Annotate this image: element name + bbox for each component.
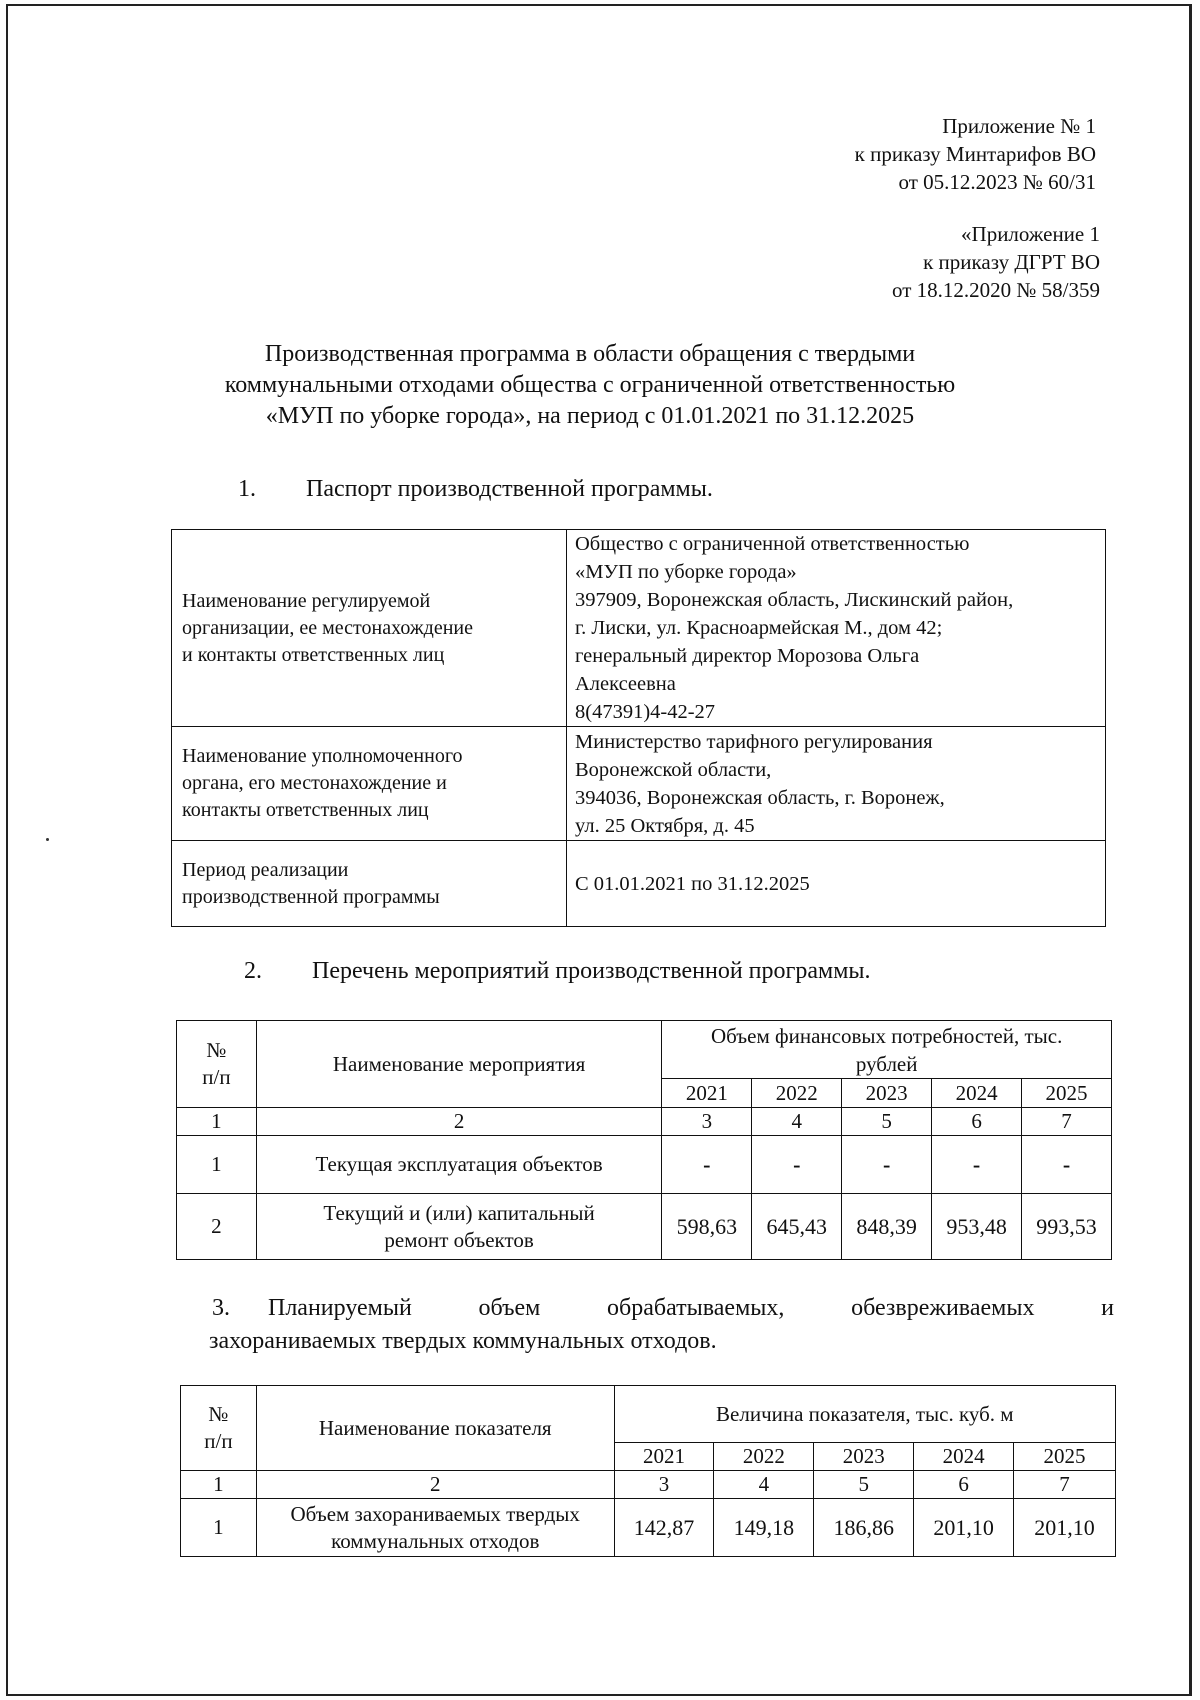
year-header: 2022 [714,1443,814,1471]
col-group-header [662,1021,1112,1079]
col-index: 4 [752,1108,842,1136]
col-index: 2 [256,1471,614,1499]
value-cell: 953,48 [932,1194,1022,1260]
value-cell: 848,39 [842,1194,932,1260]
col-number-header [181,1386,257,1471]
year-header: 2023 [814,1443,914,1471]
table-row [177,1194,1112,1260]
value-line: ул. 25 Октября, д. 45 [575,814,755,837]
passport-row [172,727,1106,841]
value-line: «МУП по уборке города» [575,561,797,583]
appendix-line: «Приложение 1 [961,222,1100,246]
col-index: 5 [842,1108,932,1136]
col-number-header [177,1021,257,1108]
section-1-heading [238,474,713,504]
value-cell: 201,10 [914,1499,1014,1557]
passport-table [171,529,1106,927]
section-number: 3. [212,1295,230,1321]
measure-name [256,1194,662,1260]
label-line: органа, его местонахождение и [182,772,447,794]
value-cell: - [932,1136,1022,1194]
heading-word: и [1101,1295,1114,1321]
value-line: С 01.01.2021 по 31.12.2025 [575,872,810,895]
passport-row [172,841,1106,927]
section-title: Перечень мероприятий производственной программы. [312,958,871,984]
appendix-line: к приказу Минтарифов ВО [854,142,1096,166]
value-cell: 993,53 [1022,1194,1112,1260]
year-header: 2022 [752,1079,842,1108]
appendix-line: от 05.12.2023 № 60/31 [898,170,1096,194]
value-line: Алексеевна [575,673,676,695]
value-cell: 201,10 [1014,1499,1116,1557]
value-line: Воронежской области, [575,758,772,781]
value-cell: 186,86 [814,1499,914,1557]
value-line: 397909, Воронежская область, Лискинский район, [575,589,1014,611]
name-line: коммунальных отходов [331,1528,540,1553]
col-name-header: Наименование мероприятия [256,1021,662,1108]
header-line: № [208,1402,229,1426]
passport-row [172,530,1106,727]
col-index: 2 [256,1108,662,1136]
passport-value [567,727,1106,841]
section-2-heading [244,956,871,986]
measure-name: Текущая эксплуатация объектов [256,1136,662,1194]
col-index: 4 [714,1471,814,1499]
name-line: Текущий и (или) капитальный [323,1200,595,1225]
year-header: 2024 [914,1443,1014,1471]
row-number: 2 [177,1194,257,1260]
value-cell: 598,63 [662,1194,752,1260]
heading-word: Планируемый [268,1295,412,1321]
heading-word: объем [478,1295,541,1321]
label-line: Период реализации [182,858,349,881]
appendix-line: к приказу ДГРТ ВО [923,250,1100,274]
passport-label [172,530,567,727]
table-row [177,1136,1112,1194]
header-line: Объем финансовых потребностей, тыс. [710,1023,1063,1048]
volume-table [180,1385,1116,1557]
year-header: 2021 [614,1443,714,1471]
indicator-name [256,1499,614,1557]
passport-value [567,530,1106,727]
header-line: п/п [202,1065,231,1089]
scan-speck [46,838,49,841]
value-cell: - [752,1136,842,1194]
label-line: и контакты ответственных лиц [182,643,445,666]
header-line: п/п [204,1429,233,1453]
section-number: 1. [238,476,256,502]
name-line: Объем захораниваемых твердых [290,1501,580,1526]
title-line: Производственная программа в области обращения с твердыми [264,341,916,367]
col-name-header: Наименование показателя [256,1386,614,1471]
header-row [177,1021,1112,1079]
section-3-heading [209,1292,1114,1358]
section-title: Паспорт производственной программы. [306,476,713,502]
row-number: 1 [181,1499,257,1557]
label-line: Наименование уполномоченного [182,745,463,767]
appendix-original [892,220,1100,304]
col-index: 6 [914,1471,1014,1499]
header-line: № [206,1038,227,1062]
appendix-line: от 18.12.2020 № 58/359 [891,278,1100,302]
col-index: 1 [177,1108,257,1136]
year-header: 2025 [1014,1443,1116,1471]
col-index: 6 [932,1108,1022,1136]
heading-line: захораниваемых твердых коммунальных отходов. [209,1328,717,1354]
value-cell: - [1022,1136,1112,1194]
value-cell: 149,18 [714,1499,814,1557]
col-group-header: Величина показателя, тыс. куб. м [614,1386,1115,1443]
value-cell: 142,87 [614,1499,714,1557]
measures-table [176,1020,1112,1260]
value-line: г. Лиски, ул. Красноармейская М., дом 42; [575,617,943,639]
col-index: 7 [1014,1471,1116,1499]
passport-label [172,841,567,927]
label-line: контакты ответственных лиц [182,799,429,821]
value-line: 394036, Воронежская область, г. Воронеж, [575,786,945,809]
header-line: рублей [855,1051,918,1076]
passport-label [172,727,567,841]
heading-word: обрабатываемых, [607,1295,785,1321]
value-line: генеральный директор Морозова Ольга [575,645,920,667]
label-line: организации, ее местонахождение [182,616,473,639]
index-row [177,1108,1112,1136]
year-header: 2021 [662,1079,752,1108]
name-line: ремонт объектов [384,1227,534,1252]
value-line: Министерство тарифного регулирования [575,730,933,753]
value-cell: - [842,1136,932,1194]
section-number: 2. [244,958,262,984]
col-index: 3 [614,1471,714,1499]
year-header: 2025 [1022,1079,1112,1108]
index-row [181,1471,1116,1499]
heading-line [212,1292,1114,1325]
title-line: коммунальными отходами общества с ограниченной ответственностью [224,372,956,398]
row-number: 1 [177,1136,257,1194]
value-cell: 645,43 [752,1194,842,1260]
value-cell: - [662,1136,752,1194]
col-index: 3 [662,1108,752,1136]
heading-word: обезвреживаемых [851,1295,1035,1321]
label-line: производственной программы [182,885,440,908]
appendix-current [855,112,1096,196]
appendix-line: Приложение № 1 [942,114,1096,138]
year-header: 2024 [932,1079,1022,1108]
year-header: 2023 [842,1079,932,1108]
col-index: 5 [814,1471,914,1499]
title-line: «МУП по уборке города», на период с 01.01.2021 по 31.12.2025 [265,403,915,429]
col-index: 7 [1022,1108,1112,1136]
passport-value [567,841,1106,927]
document-title [150,339,1030,432]
label-line: Наименование регулируемой [182,589,431,612]
value-line: 8(47391)4-42-27 [575,701,716,723]
value-line: Общество с ограниченной ответственностью [575,533,970,555]
table-row [181,1499,1116,1557]
col-index: 1 [181,1471,257,1499]
header-row [181,1386,1116,1443]
